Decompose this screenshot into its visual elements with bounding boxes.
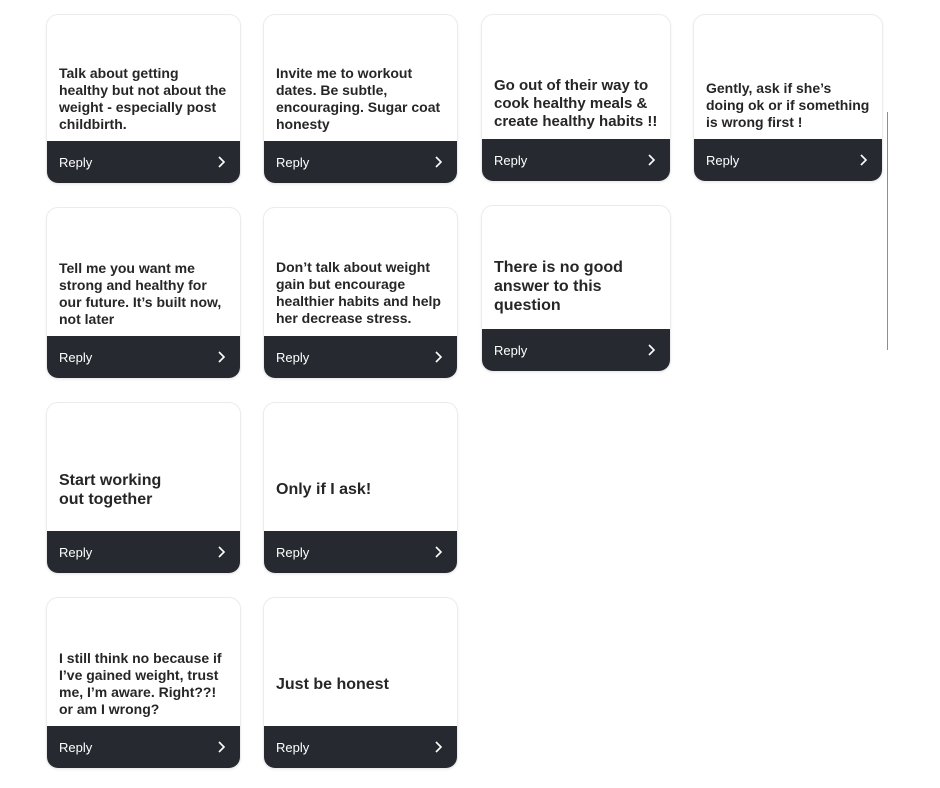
question-reply-card[interactable]: [263, 14, 458, 184]
question-reply-card[interactable]: [46, 597, 241, 769]
card-text: Go out of their way to cook healthy meals & create healthy habits !!: [494, 77, 658, 130]
card-text: Don’t talk about weight gain but encourage healthier habits and help her decrease stress.: [276, 259, 441, 326]
question-reply-card[interactable]: [263, 207, 458, 379]
card-text: I still think no because if I’ve gained weight, trust me, I’m aware. Right??! or am I wrong?: [59, 650, 222, 717]
question-reply-card[interactable]: [46, 207, 241, 379]
reply-label: Reply: [276, 739, 310, 755]
chevron-right-icon: [214, 155, 228, 169]
question-reply-card[interactable]: [481, 14, 671, 182]
reply-label: Reply: [276, 544, 310, 560]
reply-label: Reply: [494, 152, 528, 168]
reply-button[interactable]: [47, 336, 240, 378]
question-reply-card[interactable]: [693, 14, 883, 182]
card-text: There is no good answer to this question: [494, 259, 623, 314]
reply-button[interactable]: [264, 141, 457, 183]
chevron-right-icon: [214, 350, 228, 364]
reply-label: Reply: [706, 152, 740, 168]
reply-button[interactable]: [47, 141, 240, 183]
card-text: Gently, ask if she’s doing ok or if something is wrong first !: [706, 80, 870, 130]
card-text: Invite me to workout dates. Be subtle, encouraging. Sugar coat honesty: [276, 65, 441, 132]
reply-label: Reply: [59, 739, 93, 755]
reply-label: Reply: [59, 544, 93, 560]
reply-label: Reply: [276, 349, 310, 365]
chevron-right-icon: [431, 155, 445, 169]
chevron-right-icon: [644, 343, 658, 357]
reply-button[interactable]: [264, 726, 457, 768]
reply-button[interactable]: [694, 139, 882, 181]
reply-label: Reply: [276, 154, 310, 170]
chevron-right-icon: [644, 153, 658, 167]
reply-button[interactable]: [482, 139, 670, 181]
card-text: Start working out together: [59, 472, 162, 508]
reply-button[interactable]: [482, 329, 670, 371]
reply-label: Reply: [59, 349, 93, 365]
chevron-right-icon: [431, 545, 445, 559]
card-text: Just be honest: [276, 676, 389, 693]
reply-label: Reply: [494, 342, 528, 358]
chevron-right-icon: [856, 153, 870, 167]
reply-button[interactable]: [47, 531, 240, 573]
question-reply-card[interactable]: [46, 402, 241, 574]
card-text: Only if I ask!: [276, 481, 372, 498]
scroll-indicator[interactable]: [887, 112, 888, 350]
card-text: Tell me you want me strong and healthy for our future. It’s built now, not later: [59, 260, 222, 327]
chevron-right-icon: [431, 740, 445, 754]
reply-button[interactable]: [264, 531, 457, 573]
chevron-right-icon: [431, 350, 445, 364]
reply-button[interactable]: [47, 726, 240, 768]
chevron-right-icon: [214, 545, 228, 559]
card-text: Talk about getting healthy but not about the weight - especially post childbirth.: [59, 65, 227, 132]
question-reply-card[interactable]: [46, 14, 241, 184]
question-reply-card[interactable]: [263, 597, 458, 769]
question-reply-card[interactable]: [481, 205, 671, 372]
chevron-right-icon: [214, 740, 228, 754]
question-reply-card[interactable]: [263, 402, 458, 574]
reply-label: Reply: [59, 154, 93, 170]
reply-button[interactable]: [264, 336, 457, 378]
